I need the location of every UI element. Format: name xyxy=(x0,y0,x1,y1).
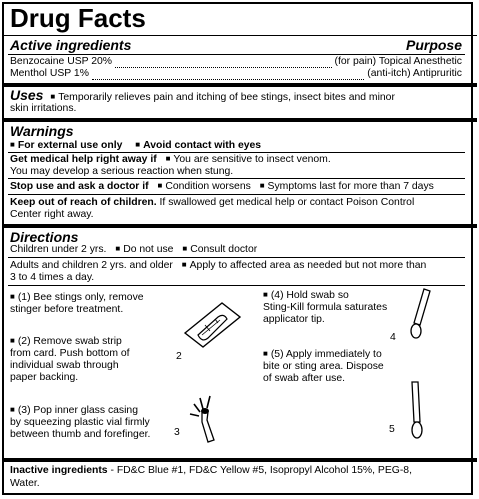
uses-line-2: skin irritations. xyxy=(10,103,77,114)
drug-facts-title: Drug Facts xyxy=(10,3,146,33)
keep-out-label: Keep out of reach of children. xyxy=(10,197,157,208)
step-5 xyxy=(263,349,384,385)
step-text: ■ (2) Remove swab strip xyxy=(10,336,130,348)
step-text: between thumb and forefinger. xyxy=(10,429,151,440)
hold-swab-illustration xyxy=(402,285,442,345)
warnings-divider xyxy=(8,194,465,195)
uses-heading: Uses xyxy=(10,87,44,103)
medical-help-item: ■ You are sensitive to insect venom. xyxy=(166,154,331,165)
inactive-text: - FD&C Blue #1, FD&C Yellow #5, Isopropyl Alcohol 15%, PEG-8, xyxy=(110,465,412,476)
step-text: ■ (1) Bee stings only, remove xyxy=(10,292,144,304)
stop-use-item-1: ■ Condition worsens xyxy=(157,181,250,192)
step-3 xyxy=(10,405,150,441)
avoid-eyes-text: ■ Avoid contact with eyes xyxy=(135,140,261,151)
figure-number-2: 2 xyxy=(176,351,182,362)
uses-text: ■ Temporarily relieves pain and itching of bee stings, insect bites and minor xyxy=(50,92,395,103)
leader-dots xyxy=(115,56,331,68)
active-row-2 xyxy=(10,68,462,80)
inactive-line-1 xyxy=(10,465,412,477)
step-2 xyxy=(10,336,130,384)
adults-text: Adults and children 2 yrs. and older xyxy=(10,260,173,271)
inactive-label: Inactive ingredients xyxy=(10,465,108,476)
apply-text: ■ Apply to affected area as needed but not more than xyxy=(182,260,427,271)
warnings-divider xyxy=(8,178,465,179)
section-divider xyxy=(2,224,477,228)
directions-divider xyxy=(8,285,465,286)
medical-help-line xyxy=(10,154,331,166)
apply-swab-illustration xyxy=(400,378,440,448)
active-divider xyxy=(8,54,465,55)
ingredient-purpose: (for pain) Topical Anesthetic xyxy=(334,56,462,67)
section-divider xyxy=(2,83,477,87)
step-text: paper backing. xyxy=(10,372,79,383)
uses-line-1 xyxy=(10,89,395,104)
directions-heading: Directions xyxy=(10,229,79,245)
children-under-text: Children under 2 yrs. xyxy=(10,244,107,255)
swab-strip-illustration xyxy=(180,295,250,365)
step-text: bite or sting area. Dispose xyxy=(263,361,384,372)
ingredient-name: Menthol USP 1% xyxy=(10,68,89,79)
step-text: individual swab through xyxy=(10,360,119,371)
keep-out-line-1 xyxy=(10,197,414,209)
warnings-divider xyxy=(8,152,465,153)
figure-number-3: 3 xyxy=(174,427,180,438)
step-text: ■ (4) Hold swab so xyxy=(263,290,387,302)
apply-line-2: 3 to 4 times a day. xyxy=(10,272,95,283)
external-use-text: ■ For external use only xyxy=(10,140,122,151)
section-divider xyxy=(2,458,477,462)
step-1 xyxy=(10,292,144,316)
stop-use-line xyxy=(10,181,434,193)
step-text: applicator tip. xyxy=(263,314,325,325)
warnings-external-line xyxy=(10,140,261,152)
step-text: from card. Push bottom of xyxy=(10,348,130,359)
keep-out-text: If swallowed get medical help or contact Poison Control xyxy=(159,197,415,208)
step-text: ■ (5) Apply immediately to xyxy=(263,349,384,361)
title-divider xyxy=(2,35,477,36)
pop-casing-illustration xyxy=(180,382,230,444)
section-divider xyxy=(2,118,477,122)
figure-number-4: 4 xyxy=(390,332,396,343)
reaction-line: You may develop a serious reaction when stung. xyxy=(10,166,234,177)
step-text: of swab after use. xyxy=(263,373,346,384)
warnings-heading: Warnings xyxy=(10,123,74,139)
ingredient-purpose: (anti-itch) Antipruritic xyxy=(367,68,462,79)
medical-help-label: Get medical help right away if xyxy=(10,154,157,165)
active-row-1 xyxy=(10,56,462,68)
step-text: stinger before treatment. xyxy=(10,304,124,315)
do-not-use-text: ■ Do not use xyxy=(115,244,173,255)
inactive-line-2: Water. xyxy=(10,478,40,489)
adults-line xyxy=(10,260,426,272)
directions-divider xyxy=(8,257,465,258)
leader-dots xyxy=(92,68,364,80)
stop-use-label: Stop use and ask a doctor if xyxy=(10,181,149,192)
figure-number-5: 5 xyxy=(389,424,395,435)
active-ingredients-heading: Active ingredients xyxy=(10,37,132,53)
step-text: by squeezing plastic vial firmly xyxy=(10,417,150,428)
ingredient-name: Benzocaine USP 20% xyxy=(10,56,113,67)
step-4 xyxy=(263,290,387,326)
step-text: Sting-Kill formula saturates xyxy=(263,302,388,313)
keep-out-line-2: Center right away. xyxy=(10,209,94,220)
children-under-line xyxy=(10,244,257,256)
step-text: ■ (3) Pop inner glass casing xyxy=(10,405,150,417)
stop-use-item-2: ■ Symptoms last for more than 7 days xyxy=(260,181,434,192)
consult-doctor-text: ■ Consult doctor xyxy=(182,244,257,255)
purpose-heading: Purpose xyxy=(405,37,462,53)
